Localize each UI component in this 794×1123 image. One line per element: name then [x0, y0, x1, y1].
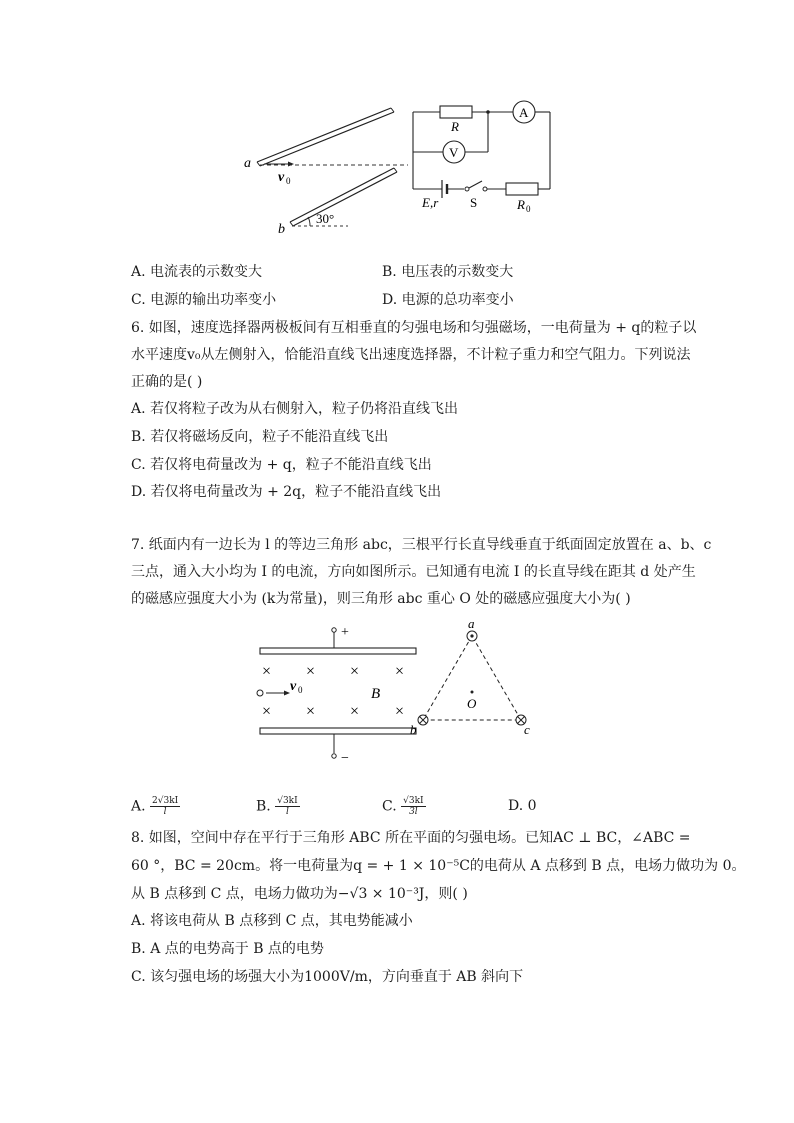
- upper-plate: [257, 108, 394, 166]
- q6-stem-line3: 正确的是( ): [131, 374, 203, 390]
- label-A: A: [519, 105, 529, 120]
- field-cross: ×: [306, 703, 316, 720]
- wire-b-in-icon: [418, 715, 428, 725]
- label-b: b: [410, 722, 417, 737]
- label-v0-sub: 0: [286, 176, 291, 186]
- bottom-plate: [260, 728, 416, 758]
- label-v0-sub: 0: [298, 685, 303, 695]
- label-angle: 30°: [316, 211, 335, 226]
- resistor-R: [440, 106, 472, 118]
- q7-stem-line2: 三点，通入大小均为 I 的电流，方向如图所示。已知通有电流 I 的长直导线在距其 d 处产生: [131, 564, 696, 580]
- q8-stem-line3: 从 B 点移到 C 点，电场力做功为−√3 × 10⁻³J，则( ): [131, 886, 468, 902]
- particle-icon: [257, 690, 263, 696]
- q7-option-b-label: B.: [256, 798, 271, 815]
- q8-option-a: A. 将该电荷从 B 点移到 C 点，其电势能减小: [131, 913, 413, 929]
- q8-option-c: C. 该匀强电场的场强大小为1000V/m，方向垂直于 AB 斜向下: [131, 969, 524, 985]
- label-R0: R: [517, 197, 525, 212]
- label-R: R: [451, 119, 459, 134]
- q7-stem-line3: 的磁感应强度大小为 (k为常量)，则三角形 abc 重心 O 处的磁感应强度大小为( ): [131, 591, 631, 607]
- label-O: O: [467, 696, 477, 711]
- label-v0: v: [290, 679, 297, 694]
- q8-stem-line2: 60 °，BC = 20cm。将一电荷量为q = + 1 × 10⁻⁵C的电荷从 A 点移到 B 点，电场力做功为 0。: [131, 858, 746, 874]
- q7-option-a-label: A.: [131, 798, 146, 815]
- q6-option-d: D. 若仅将电荷量改为 + 2q，粒子不能沿直线飞出: [131, 484, 442, 500]
- q7-option-c-fraction: [401, 796, 425, 817]
- plus-sign: +: [341, 625, 349, 640]
- q7-option-a: [131, 796, 180, 817]
- q5-option-d: D. 电源的总功率变小: [382, 292, 514, 308]
- wire-a-out-icon: [467, 631, 477, 641]
- label-a: a: [468, 620, 475, 631]
- lower-plate: [290, 168, 397, 226]
- angle-arc: [308, 217, 310, 226]
- field-cross: ×: [350, 703, 360, 720]
- q7-option-b-fraction: [275, 796, 299, 817]
- q6-stem-line2: 水平速度v₀从左侧射入，恰能沿直线飞出速度选择器，不计粒子重力和空气阻力。下列说法: [131, 347, 691, 363]
- label-V: V: [449, 145, 459, 160]
- centroid-dot: [471, 691, 474, 694]
- q7-option-b-denominator: l: [286, 807, 289, 817]
- field-cross: ×: [350, 663, 360, 680]
- field-cross: ×: [395, 703, 405, 720]
- label-B: B: [371, 686, 381, 702]
- q8-option-b: B. A 点的电势高于 B 点的电势: [131, 941, 324, 957]
- q7-option-a-fraction: [150, 796, 180, 817]
- q6-option-a: A. 若仅将粒子改为从右侧射入，粒子仍将沿直线飞出: [131, 401, 459, 417]
- label-v0: v: [278, 170, 285, 185]
- field-cross: ×: [262, 663, 272, 680]
- label-c: c: [524, 722, 530, 737]
- switch-S: [469, 181, 482, 188]
- q7-option-c-numerator: √3kI: [403, 796, 424, 806]
- label-R0-sub: 0: [526, 204, 531, 214]
- q7-option-c-label: C.: [382, 798, 397, 815]
- q7-option-a-numerator: 2√3kI: [152, 796, 179, 806]
- q5-option-c: C. 电源的输出功率变小: [131, 292, 277, 308]
- resistor-R0: [506, 183, 538, 195]
- minus-sign: −: [341, 751, 349, 766]
- q6-option-c: C. 若仅将电荷量改为 + q，粒子不能沿直线飞出: [131, 457, 432, 473]
- figure-velocity-selector-triangle: [250, 620, 550, 768]
- q6-option-b: B. 若仅将磁场反向，粒子不能沿直线飞出: [131, 429, 389, 445]
- label-a: a: [244, 156, 251, 171]
- q7-option-b: [256, 796, 300, 817]
- field-cross: ×: [306, 663, 316, 680]
- q8-stem-line1: 8. 如图，空间中存在平行于三角形 ABC 所在平面的匀强电场。已知AC ⊥ BC，∠ABC =: [131, 830, 691, 846]
- q5-option-b: B. 电压表的示数变大: [382, 264, 514, 280]
- label-S: S: [470, 195, 478, 210]
- circuit: [413, 101, 550, 198]
- q7-option-b-numerator: √3kI: [277, 796, 298, 806]
- velocity-arrowhead: [288, 162, 294, 167]
- q6-stem-line1: 6. 如图，速度选择器两极板间有互相垂直的匀强电场和匀强磁场，一电荷量为 + q的粒子以: [131, 320, 697, 336]
- label-Er: E,r: [422, 195, 439, 210]
- q5-option-a: A. 电流表的示数变大: [131, 264, 263, 280]
- field-cross: ×: [395, 663, 405, 680]
- q7-option-a-denominator: l: [163, 807, 167, 817]
- figure-inclined-plates-circuit: [230, 95, 570, 245]
- q7-option-c-denominator: 3l: [409, 807, 418, 817]
- q7-stem-line1: 7. 纸面内有一边长为 l 的等边三角形 abc，三根平行长直导线垂直于纸面固定放置在 a、b、c: [131, 537, 712, 553]
- label-b: b: [278, 222, 285, 237]
- q7-option-c: [382, 796, 426, 817]
- top-plate: [260, 628, 416, 654]
- field-cross: ×: [262, 703, 272, 720]
- q7-option-d: D. 0: [508, 798, 537, 814]
